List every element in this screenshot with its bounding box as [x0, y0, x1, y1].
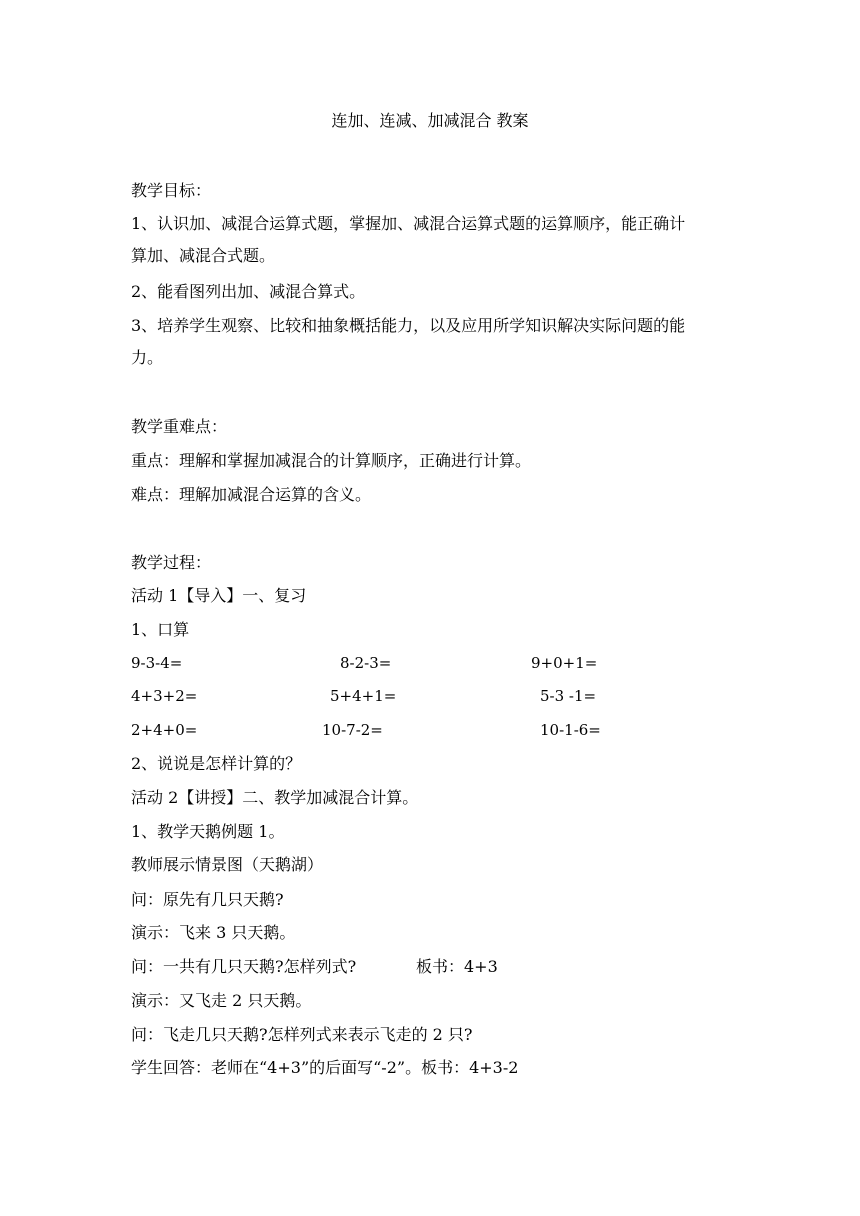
key-point-difficulty: 难点：理解加减混合运算的含义。	[131, 485, 372, 504]
exercise: 4+3+2=	[131, 687, 198, 705]
key-points-heading: 教学重难点：	[131, 417, 228, 436]
show-scene: 教师展示情景图（天鹅湖）	[131, 855, 324, 874]
exercise: 10-1-6=	[540, 721, 601, 739]
board-note-1: 板书：4+3	[416, 957, 498, 976]
demo-1: 演示：飞来 3 只天鹅。	[131, 923, 296, 942]
objective-3-line-2: 力。	[131, 348, 164, 367]
discuss-prompt: 2、说说是怎样计算的？	[131, 754, 302, 773]
document-title: 连加、连减、加减混合 教案	[331, 111, 529, 130]
question-1: 问：原先有几只天鹅?	[131, 890, 284, 909]
example-heading: 1、教学天鹅例题 1。	[131, 822, 285, 841]
question-3: 问：飞走几只天鹅?怎样列式来表示飞走的 2 只?	[131, 1025, 473, 1044]
key-point-focus: 重点：理解和掌握加减混合的计算顺序，正确进行计算。	[131, 451, 532, 470]
exercise: 9+0+1=	[531, 654, 598, 672]
student-answer: 学生回答：老师在“4+3”的后面写“-2”。板书：4+3-2	[131, 1058, 519, 1077]
objective-3-line-1: 3、培养学生观察、比较和抽象概括能力，以及应用所学知识解决实际问题的能	[131, 316, 686, 335]
demo-2: 演示：又飞走 2 只天鹅。	[131, 991, 312, 1010]
objective-1-line-2: 算加、减混合式题。	[131, 246, 276, 265]
exercise: 9-3-4=	[131, 654, 183, 672]
activity-1: 活动 1【导入】一、复习	[131, 586, 307, 605]
activity-2: 活动 2【讲授】二、教学加减混合计算。	[131, 788, 419, 807]
question-2: 问：一共有几只天鹅?怎样列式?	[131, 957, 357, 976]
objectives-heading: 教学目标：	[131, 181, 212, 200]
exercise: 2+4+0=	[131, 721, 198, 739]
objective-2: 2、能看图列出加、减混合算式。	[131, 282, 366, 301]
process-heading: 教学过程：	[131, 553, 212, 572]
exercise: 5+4+1=	[330, 687, 397, 705]
exercise: 8-2-3=	[340, 654, 392, 672]
exercise: 10-7-2=	[322, 721, 383, 739]
exercise: 5-3 -1=	[540, 687, 597, 705]
oral-calc-heading: 1、口算	[131, 620, 190, 639]
objective-1-line-1: 1、认识加、减混合运算式题，掌握加、减混合运算式题的运算顺序，能正确计	[131, 214, 686, 233]
